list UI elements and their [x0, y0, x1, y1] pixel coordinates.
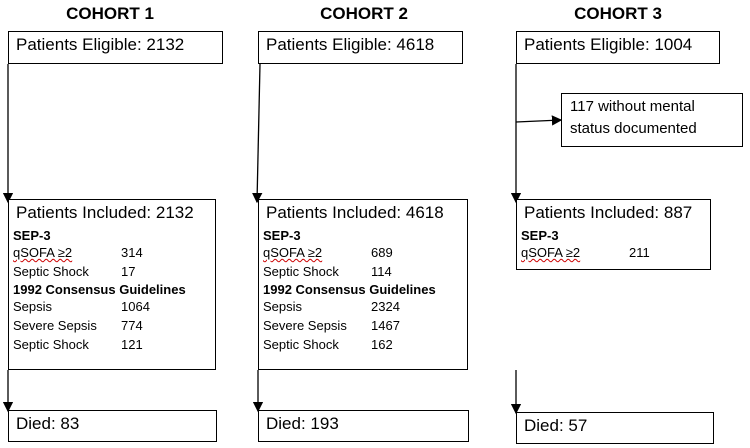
arrow-c2-eligible-included	[257, 64, 260, 202]
cohort1-included-text: Patients Included: 2132	[16, 203, 194, 222]
cohort3-included-text: Patients Included: 887	[524, 203, 693, 222]
cohort2-title: COHORT 2	[320, 4, 408, 23]
cohort1-consensus-row: Sepsis 1064	[13, 299, 150, 314]
cohort3-died-box	[516, 412, 714, 444]
cohort1-eligible-text: Patients Eligible: 2132	[16, 35, 185, 54]
cohort1-included-box	[8, 199, 216, 370]
cohort3-died-text: Died: 57	[524, 416, 588, 435]
cohort1-consensus-row: Septic Shock 121	[13, 337, 143, 352]
cohort1-sep3-row: Septic Shock 17	[13, 264, 136, 279]
cohort3-exclusion-line1: 117 without mental	[570, 98, 695, 115]
cohort1-consensus-row: Severe Sepsis 774	[13, 318, 143, 333]
cohort3-title: COHORT 3	[574, 4, 662, 23]
cohort2-eligible-text: Patients Eligible: 4618	[266, 35, 435, 54]
cohort2-eligible-box	[258, 31, 463, 64]
cohort3-sep3-title: SEP-3	[521, 228, 559, 243]
cohort1-title: COHORT 1	[66, 4, 154, 23]
cohort1-eligible-box	[8, 31, 223, 64]
cohort3-exclusion-line2: status documented	[570, 120, 697, 137]
cohort2-sep3-title: SEP-3	[263, 228, 301, 243]
cohort2-consensus-row: Sepsis 2324	[263, 299, 400, 314]
cohort2-consensus-title: 1992 Consensus Guidelines	[263, 282, 436, 297]
arrow-c3-exclusion	[516, 120, 561, 122]
cohort2-died-text: Died: 193	[266, 414, 339, 433]
cohort2-included-text: Patients Included: 4618	[266, 203, 444, 222]
cohort1-died-box	[8, 410, 217, 442]
cohort1-died-text: Died: 83	[16, 414, 80, 433]
cohort3-eligible-text: Patients Eligible: 1004	[524, 35, 693, 54]
cohort1-sep3-title: SEP-3	[13, 228, 51, 243]
cohort2-consensus-row: Severe Sepsis 1467	[263, 318, 400, 333]
cohort3-sep3-row: qSOFA ≥2 211	[521, 245, 650, 260]
cohort3-included-box	[516, 199, 711, 270]
cohort2-sep3-row: qSOFA ≥2 689	[263, 245, 393, 260]
cohort3-exclusion-box	[561, 93, 743, 147]
cohort2-died-box	[258, 410, 469, 442]
cohort3-eligible-box	[516, 31, 720, 64]
cohort2-included-box	[258, 199, 468, 370]
cohort2-sep3-row: Septic Shock 114	[263, 264, 392, 279]
cohort2-consensus-row: Septic Shock 162	[263, 337, 393, 352]
cohort1-sep3-row: qSOFA ≥2 314	[13, 245, 143, 260]
cohort1-consensus-title: 1992 Consensus Guidelines	[13, 282, 186, 297]
